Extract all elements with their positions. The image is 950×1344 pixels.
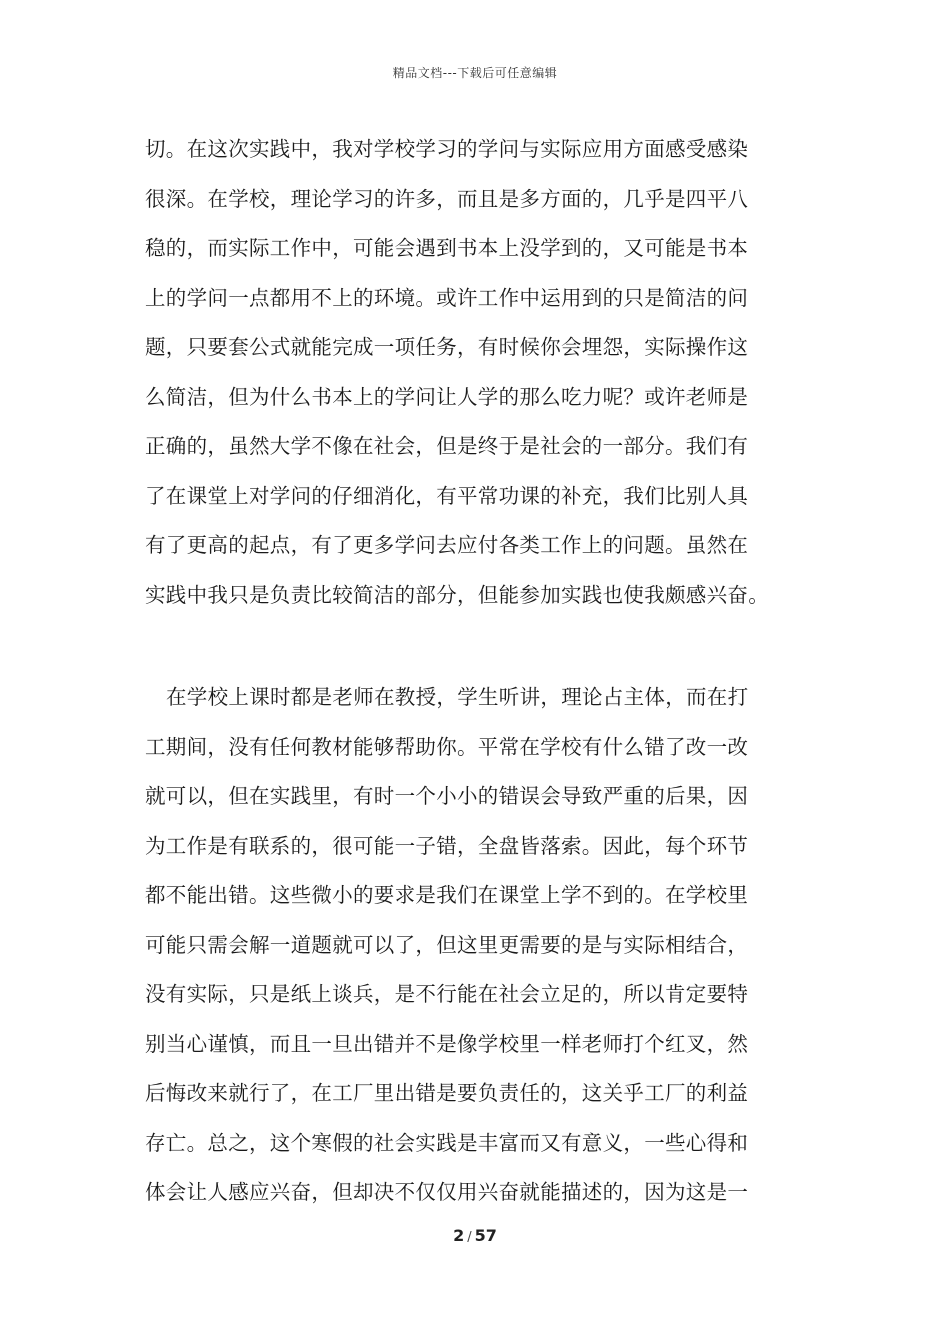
paragraph-line: 题，只要套公式就能完成一项任务，有时候你会埋怨，实际操作这 <box>145 335 749 359</box>
paragraph-line: 存亡。总之，这个寒假的社会实践是丰富而又有意义，一些心得和 <box>145 1130 749 1155</box>
page-header: 精品文档---下载后可任意编辑 <box>392 66 558 80</box>
paragraph-line: 工期间，没有任何教材能够帮助你。平常在学校有什么错了改一改 <box>145 734 749 759</box>
paragraph-line: 正确的，虽然大学不像在社会，但是终于是社会的一部分。我们有 <box>145 434 749 458</box>
paragraph-1 <box>145 125 810 620</box>
page-number-separator: / <box>467 1230 472 1245</box>
paragraph-line: 后悔改来就行了，在工厂里出错是要负责任的，这关乎工厂的利益 <box>145 1081 749 1105</box>
paragraph-line: 稳的，而实际工作中，可能会遇到书本上没学到的，又可能是书本 <box>145 236 749 260</box>
paragraph-line: 体会让人感应兴奋，但却决不仅仅用兴奋就能描述的，因为这是一 <box>145 1180 749 1204</box>
paragraph-line: 有了更高的起点，有了更多学问去应付各类工作上的问题。虽然在 <box>145 533 749 557</box>
paragraph-line: 为工作是有联系的，很可能一子错，全盘皆落索。因此，每个环节 <box>145 833 749 858</box>
paragraph-line: 很深。在学校，理论学习的许多，而且是多方面的，几乎是四平八 <box>145 186 749 211</box>
paragraph-line: 在学校上课时都是老师在教授，学生听讲，理论占主体，而在打 <box>166 685 749 709</box>
paragraph-line: 上的学问一点都用不上的环境。或许工作中运用到的只是简洁的问 <box>145 285 749 310</box>
paragraph-line: 实践中我只是负责比较简洁的部分，但能参加实践也使我颇感兴奋。 <box>145 582 769 607</box>
paragraph-line: 没有实际，只是纸上谈兵，是不行能在社会立足的，所以肯定要特 <box>145 982 749 1006</box>
paragraph-line: 切。在这次实践中，我对学校学习的学问与实际应用方面感受感染 <box>145 137 749 161</box>
paragraph-line: 么简洁，但为什么书本上的学问让人学的那么吃力呢？或许老师是 <box>145 384 749 409</box>
paragraph-line: 就可以，但在实践里，有时一个小小的错误会导致严重的后果，因 <box>145 784 749 808</box>
paragraph-line: 都不能出错。这些微小的要求是我们在课堂上学不到的。在学校里 <box>145 883 749 907</box>
paragraph-line: 可能只需会解一道题就可以了，但这里更需要的是与实际相结合， <box>145 932 749 957</box>
page-number <box>0 1226 950 1245</box>
total-page-count: 57 <box>474 1226 497 1245</box>
paragraph-2 <box>145 673 810 1218</box>
paragraph-line: 了在课堂上对学问的仔细消化，有平常功课的补充，我们比别人具 <box>145 483 749 508</box>
current-page-number: 2 <box>453 1226 465 1245</box>
paragraph-line: 别当心谨慎，而且一旦出错并不是像学校里一样老师打个红叉，然 <box>145 1031 749 1056</box>
